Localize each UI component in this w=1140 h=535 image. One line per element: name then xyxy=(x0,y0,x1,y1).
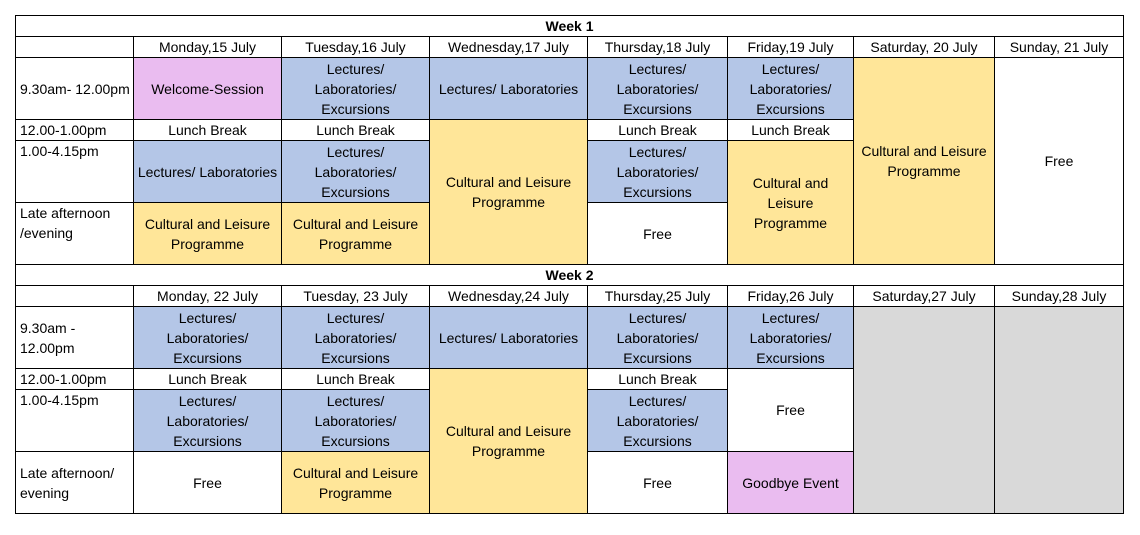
day-header: Tuesday,16 July xyxy=(282,37,430,58)
week-1-header-row xyxy=(16,37,1124,58)
activity-cell: Lectures/ Laboratories xyxy=(430,307,588,369)
activity-cell: Lectures/ Laboratories/ Excursions xyxy=(282,141,430,203)
activity-cell: Lectures/ Laboratories/ Excursions xyxy=(728,307,854,369)
day-header: Monday,15 July xyxy=(134,37,282,58)
day-header: Monday, 22 July xyxy=(134,286,282,307)
day-header: Saturday, 20 July xyxy=(854,37,995,58)
activity-cell: Cultural and Leisure Programme xyxy=(430,120,588,265)
activity-cell: Lunch Break xyxy=(282,369,430,390)
activity-cell: Cultural and Leisure Programme xyxy=(430,369,588,514)
corner-cell xyxy=(16,286,134,307)
activity-cell: Lectures/ Laboratories/ Excursions xyxy=(282,58,430,120)
activity-cell: Lunch Break xyxy=(134,120,282,141)
day-header: Friday,26 July xyxy=(728,286,854,307)
activity-cell: Lectures/ Laboratories/ Excursions xyxy=(728,58,854,120)
activity-cell: Lectures/ Laboratories/ Excursions xyxy=(134,307,282,369)
time-label: 1.00-4.15pm xyxy=(16,141,134,203)
day-header: Thursday,18 July xyxy=(588,37,728,58)
activity-cell: Lectures/ Laboratories/ Excursions xyxy=(282,390,430,452)
time-label: Late afternoon/ evening xyxy=(16,452,134,514)
activity-cell: Lectures/ Laboratories/ Excursions xyxy=(282,307,430,369)
week-2-header-row xyxy=(16,286,1124,307)
activity-cell: Cultural and Leisure Programme xyxy=(854,58,995,265)
time-label: 12.00-1.00pm xyxy=(16,120,134,141)
week-2-morning-row xyxy=(16,307,1124,369)
day-header: Thursday,25 July xyxy=(588,286,728,307)
activity-cell: Lunch Break xyxy=(728,120,854,141)
activity-cell: Lectures/ Laboratories/ Excursions xyxy=(134,390,282,452)
activity-cell: Lunch Break xyxy=(588,120,728,141)
activity-cell: Lectures/ Laboratories xyxy=(430,58,588,120)
day-header: Saturday,27 July xyxy=(854,286,995,307)
time-label: Late afternoon /evening xyxy=(16,203,134,265)
activity-cell: Lectures/ Laboratories/ Excursions xyxy=(588,58,728,120)
activity-cell: Goodbye Event xyxy=(728,452,854,514)
day-header: Tuesday, 23 July xyxy=(282,286,430,307)
activity-cell: Cultural and Leisure Programme xyxy=(134,203,282,265)
activity-cell: Lunch Break xyxy=(282,120,430,141)
activity-cell: Lectures/ Laboratories/ Excursions xyxy=(588,390,728,452)
activity-cell: Cultural and Leisure Programme xyxy=(282,452,430,514)
week-2-title-row xyxy=(16,265,1124,286)
activity-cell: Cultural and Leisure Programme xyxy=(728,141,854,265)
activity-cell: Free xyxy=(588,203,728,265)
time-label: 1.00-4.15pm xyxy=(16,390,134,452)
activity-cell: Free xyxy=(995,58,1124,265)
activity-cell: Lunch Break xyxy=(588,369,728,390)
day-header: Sunday, 21 July xyxy=(995,37,1124,58)
closed-cell xyxy=(854,307,995,514)
activity-cell: Lectures/ Laboratories/ Excursions xyxy=(588,307,728,369)
day-header: Wednesday,17 July xyxy=(430,37,588,58)
schedule-table xyxy=(15,15,1124,514)
week-1-morning-row xyxy=(16,58,1124,120)
activity-cell: Lectures/ Laboratories xyxy=(134,141,282,203)
week-2-title: Week 2 xyxy=(16,265,1124,286)
activity-cell: Welcome-Session xyxy=(134,58,282,120)
time-label: 9.30am - 12.00pm xyxy=(16,307,134,369)
week-1-title: Week 1 xyxy=(16,16,1124,37)
time-label: 9.30am- 12.00pm xyxy=(16,58,134,120)
activity-cell: Free xyxy=(134,452,282,514)
activity-cell: Free xyxy=(728,369,854,452)
week-1-title-row xyxy=(16,16,1124,37)
activity-cell: Lunch Break xyxy=(134,369,282,390)
day-header: Friday,19 July xyxy=(728,37,854,58)
closed-cell xyxy=(995,307,1124,514)
time-label: 12.00-1.00pm xyxy=(16,369,134,390)
corner-cell xyxy=(16,37,134,58)
activity-cell: Cultural and Leisure Programme xyxy=(282,203,430,265)
activity-cell: Free xyxy=(588,452,728,514)
day-header: Wednesday,24 July xyxy=(430,286,588,307)
day-header: Sunday,28 July xyxy=(995,286,1124,307)
activity-cell: Lectures/ Laboratories/ Excursions xyxy=(588,141,728,203)
